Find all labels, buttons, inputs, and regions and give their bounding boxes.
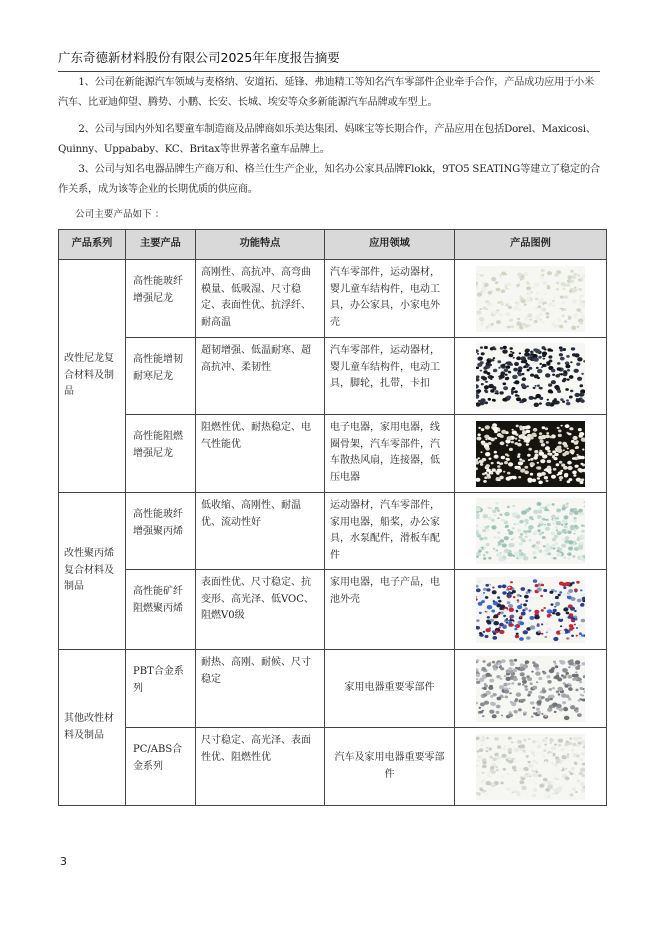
features-cell: 表面性优、尺寸稳定、抗变形、高光泽、低VOC、阻燃V0级 <box>196 570 325 650</box>
header-product: 主要产品 <box>126 230 196 260</box>
application-cell: 家用电器，电子产品，电池外壳 <box>325 570 455 650</box>
product-cell: 高性能矿纤阻燃聚丙烯 <box>126 570 196 650</box>
table-row <box>59 415 607 493</box>
features-cell: 超韧增强、低温耐寒、超高抗冲、柔韧性 <box>196 338 325 415</box>
grey-pellets-image <box>476 656 585 722</box>
application-cell: 汽车零部件，运动器材，婴儿童车结构件，电动工具，脚轮，扎带，卡扣 <box>325 338 455 415</box>
white-pellets-image <box>476 266 585 332</box>
product-cell: 高性能玻纤增强聚丙烯 <box>126 493 196 570</box>
product-cell: PC/ABS合金系列 <box>126 728 196 806</box>
header-application: 应用领域 <box>325 230 455 260</box>
product-image-cell <box>455 650 607 728</box>
product-cell: 高性能增韧耐寒尼龙 <box>126 338 196 415</box>
series-cell: 改性聚丙烯复合材料及制品 <box>59 493 126 650</box>
application-cell: 汽车及家用电器重要零部件 <box>325 728 455 806</box>
header-image: 产品图例 <box>455 230 607 260</box>
application-cell: 运动器材，汽车零部件，家用电器，船桨，办公家具，水泵配件，滑板车配件 <box>325 493 455 570</box>
series-cell: 其他改性材料及制品 <box>59 650 126 806</box>
white-cylinder-pellets-image <box>476 421 585 487</box>
series-cell: 改性尼龙复合材料及制品 <box>59 260 126 493</box>
application-cell: 电子电器，家用电器，线圈骨架，汽车零部件，汽车散热风扇，连接器，低压电器 <box>325 415 455 493</box>
features-cell: 尺寸稳定、高光泽、表面性优、阻燃性优 <box>196 728 325 806</box>
table-header-row <box>59 230 607 260</box>
clear-pellets-image <box>476 734 585 800</box>
application-cell: 家用电器重要零部件 <box>325 650 455 728</box>
product-image-cell <box>455 415 607 493</box>
header-series: 产品系列 <box>59 230 126 260</box>
product-cell: PBT合金系列 <box>126 650 196 728</box>
paragraph-3: 3、公司与知名电器品牌生产商万和、格兰仕生产企业，知名办公家具品牌Flokk，9TO5 SEATING等建立了稳定的合作关系，成为该等企业的长期优质的供应商。 <box>58 164 600 195</box>
table-row <box>59 728 607 806</box>
features-cell: 高刚性、高抗冲、高弯曲模量、低吸湿、尺寸稳定、表面性优、抗浮纤、耐高温 <box>196 260 325 338</box>
table-row <box>59 650 607 728</box>
colorful-pellets-image <box>476 577 585 643</box>
paragraph-1: 1、公司在新能源汽车领域与麦格纳、安道拓、延锋、弗迪精工等知名汽车零部件企业牵手合作，产品成功应用于小米汽车、比亚迪仰望、腾势、小鹏、长安、长城、埃安等众多新能源汽车品牌或车型上。 <box>58 77 595 108</box>
features-cell: 低收缩、高刚性、耐温优、流动性好 <box>196 493 325 570</box>
table-row <box>59 570 607 650</box>
product-image-cell <box>455 728 607 806</box>
features-cell: 耐热、高刚、耐候、尺寸稳定 <box>196 650 325 728</box>
report-header: 广东奇德新材料股份有限公司2025年年度报告摘要 <box>58 48 600 72</box>
header-features: 功能特点 <box>196 230 325 260</box>
product-cell: 高性能阻燃增强尼龙 <box>126 415 196 493</box>
application-cell: 汽车零部件，运动器材，婴儿童车结构件，电动工具，办公家具，小家电外壳 <box>325 260 455 338</box>
page-number: 3 <box>60 855 67 868</box>
product-table <box>58 229 607 806</box>
table-row <box>59 493 607 570</box>
product-image-cell <box>455 260 607 338</box>
product-image-cell <box>455 493 607 570</box>
products-intro: 公司主要产品如下 ： <box>75 209 165 220</box>
greenish-pellets-image <box>476 498 585 564</box>
product-cell: 高性能玻纤增强尼龙 <box>126 260 196 338</box>
table-row <box>59 260 607 338</box>
black-pellets-image <box>476 343 585 409</box>
table-row <box>59 338 607 415</box>
features-cell: 阻燃性优、耐热稳定、电气性能优 <box>196 415 325 493</box>
product-image-cell <box>455 338 607 415</box>
paragraph-2: 2、公司与国内外知名婴童车制造商及品牌商如乐美达集团、妈咪宝等长期合作，产品应用在包括Dorel、Maxicosi、Quinny、Uppababy、KC、Britax等世界著名童车品牌上。 <box>58 124 596 155</box>
product-image-cell <box>455 570 607 650</box>
